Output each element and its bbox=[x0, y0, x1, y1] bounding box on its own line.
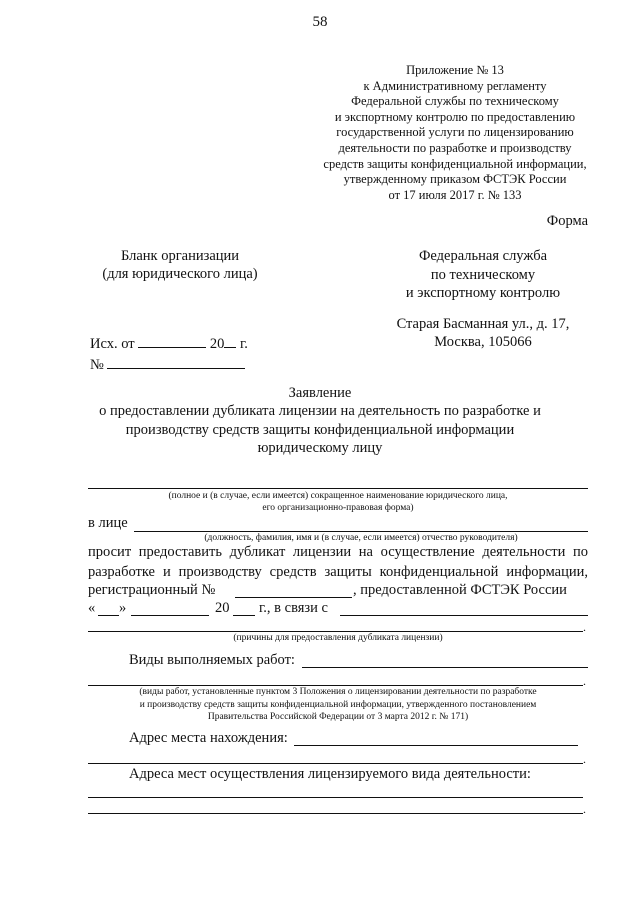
year-field[interactable] bbox=[233, 615, 255, 616]
appendix-line: утвержденному приказом ФСТЭК России bbox=[343, 172, 567, 187]
request-paragraph bbox=[88, 543, 588, 582]
appendix-block bbox=[310, 63, 600, 203]
title-line: о предоставлении дубликата лицензии на деятельность по разработке и bbox=[99, 403, 541, 420]
line-end-mark: . bbox=[583, 674, 586, 688]
address-label: Адрес места нахождения: bbox=[129, 730, 288, 746]
works-field[interactable] bbox=[302, 667, 588, 668]
outgoing-date-field[interactable] bbox=[138, 333, 206, 348]
appendix-line: государственной услуги по лицензированию bbox=[336, 125, 574, 140]
outgoing-from-label: Исх. от bbox=[90, 336, 135, 352]
outgoing-number-label: № bbox=[90, 357, 104, 373]
line-end-mark: . bbox=[583, 620, 586, 634]
title-line: производству средств защиты конфиденциальной информации bbox=[125, 421, 515, 438]
recipient-line: и экспортному контролю bbox=[405, 285, 561, 301]
outgoing-reference bbox=[90, 333, 248, 375]
in-person-label: в лице bbox=[88, 515, 128, 531]
month-field[interactable] bbox=[131, 615, 209, 616]
day-field[interactable] bbox=[98, 615, 119, 616]
caption-line: и производству средств защиты конфиденциальной информации, утвержденного постановлением bbox=[139, 699, 537, 710]
recipient-line: Федеральная служба bbox=[418, 248, 548, 264]
person-caption: (должность, фамилия, имя и (в случае, если имеется) отчество руководителя) bbox=[204, 533, 518, 543]
works-caption bbox=[88, 686, 588, 724]
reasons-caption: (причины для предоставления дубликата лицензии) bbox=[233, 633, 443, 643]
caption-line: его организационно-правовая форма) bbox=[262, 503, 414, 513]
appendix-line: Федеральной службы по техническому bbox=[351, 94, 559, 109]
applicant-name-field[interactable] bbox=[88, 488, 588, 489]
caption-line: Правительства Российской Федерации от 3 марта 2012 г. № 171) bbox=[207, 712, 469, 722]
works-label: Виды выполняемых работ: bbox=[129, 652, 295, 668]
outgoing-year-suffix: г. bbox=[240, 336, 248, 352]
year-prefix: 20 bbox=[215, 600, 230, 616]
page-number: 58 bbox=[312, 14, 328, 30]
outgoing-number-field[interactable] bbox=[107, 354, 245, 369]
form-label: Форма bbox=[546, 213, 588, 229]
recipient-address-line: Старая Басманная ул., д. 17, bbox=[396, 315, 570, 332]
letterhead-block bbox=[80, 247, 280, 283]
appendix-line: к Административному регламенту bbox=[363, 78, 547, 93]
request-line: просит предоставить дубликат лицензии на осуществление деятельности по bbox=[88, 544, 588, 560]
appendix-line: и экспортному контролю по предоставлению bbox=[334, 109, 576, 124]
places-label: Адреса мест осуществления лицензируемого вида деятельности: bbox=[129, 766, 531, 782]
registration-label: регистрационный № bbox=[88, 582, 216, 598]
document-title bbox=[80, 384, 560, 457]
appendix-line: от 17 июля 2017 г. № 133 bbox=[388, 187, 522, 202]
reason-intro: г., в связи с bbox=[259, 600, 328, 616]
outgoing-year-prefix: 20 bbox=[209, 336, 225, 352]
name-caption bbox=[88, 490, 588, 514]
appendix-line: средств защиты конфиденциальной информации, bbox=[323, 156, 587, 171]
recipient-address-line: Москва, 105066 bbox=[434, 334, 532, 350]
reason-field[interactable] bbox=[340, 615, 588, 616]
appendix-line: деятельности по разработке и производству bbox=[338, 140, 572, 155]
outgoing-year-field[interactable] bbox=[224, 333, 236, 348]
title-heading: Заявление bbox=[288, 385, 352, 401]
recipient-line: по техническому bbox=[430, 266, 536, 283]
recipient-block bbox=[370, 247, 596, 352]
quote-open: « bbox=[88, 600, 96, 616]
address-field-continued[interactable] bbox=[88, 763, 583, 764]
places-field-line[interactable] bbox=[88, 813, 583, 814]
letterhead-line: Бланк организации bbox=[120, 248, 240, 264]
letterhead-line: (для юридического лица) bbox=[102, 266, 258, 282]
title-line: юридическому лицу bbox=[257, 439, 383, 456]
registration-number-field[interactable] bbox=[235, 597, 352, 598]
places-field-line[interactable] bbox=[88, 797, 583, 798]
line-end-mark: . bbox=[583, 802, 586, 816]
caption-line: (полное и (в случае, если имеется) сокращенное наименование юридического лица, bbox=[168, 491, 508, 501]
request-line: разработке и производству средств защиты конфиденциальной информации, bbox=[88, 563, 588, 580]
provided-by-text: , предоставленной ФСТЭК России bbox=[353, 582, 567, 598]
quote-close: » bbox=[119, 600, 127, 616]
caption-line: (виды работ, установленные пунктом 3 Положения о лицензировании деятельности по разработке bbox=[139, 687, 537, 697]
address-field[interactable] bbox=[294, 745, 578, 746]
appendix-line: Приложение № 13 bbox=[406, 63, 504, 77]
line-end-mark: . bbox=[583, 752, 586, 766]
